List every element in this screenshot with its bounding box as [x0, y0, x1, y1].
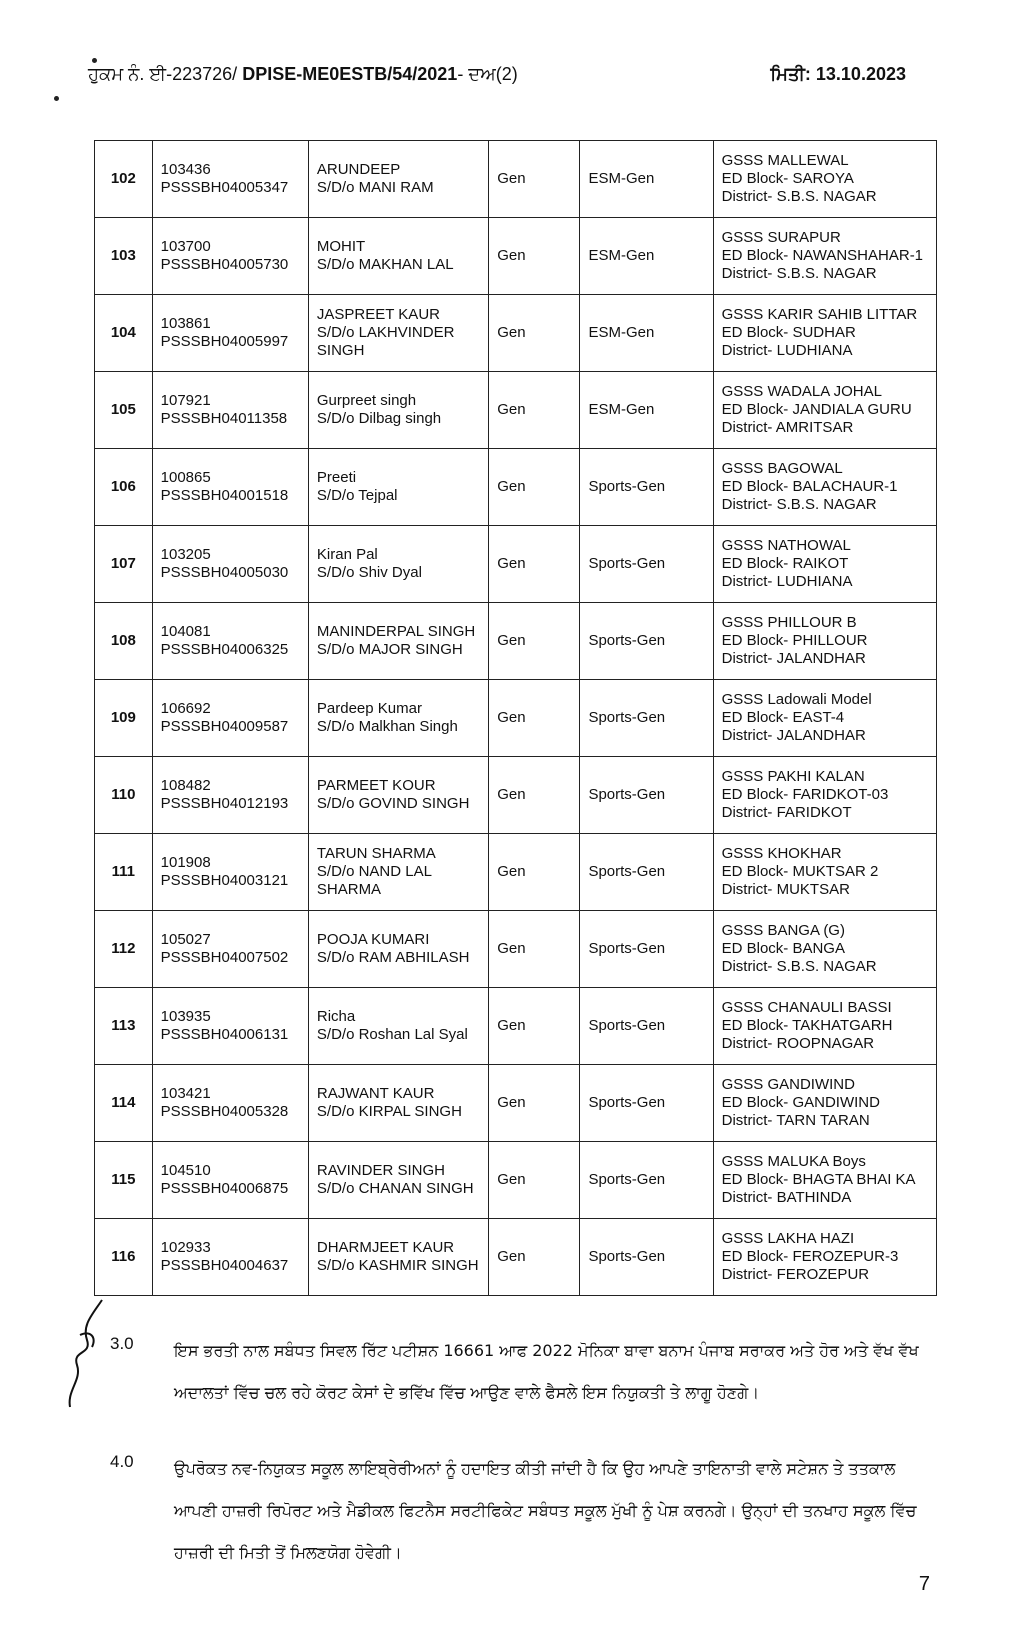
district: District- LUDHIANA — [721, 342, 853, 359]
registration-id: PSSSBH04011358 — [160, 410, 288, 427]
table-row — [95, 449, 937, 526]
scan-dot — [54, 96, 59, 101]
registration-id: PSSSBH04006325 — [160, 641, 289, 658]
table-row — [95, 141, 937, 218]
ed-block: ED Block- PHILLOUR — [721, 632, 868, 649]
candidate-name: Gurpreet singh — [316, 392, 417, 409]
parent-name: S/D/o MAKHAN LAL — [316, 256, 454, 273]
category: Gen — [489, 449, 580, 526]
district: District- LUDHIANA — [721, 573, 853, 590]
category: Gen — [489, 372, 580, 449]
candidate-name: DHARMJEET KAUR — [316, 1239, 455, 1256]
roll-cell — [152, 1142, 308, 1219]
ed-block: ED Block- JANDIALA GURU — [721, 401, 912, 418]
category: Gen — [489, 680, 580, 757]
registration-id: PSSSBH04005997 — [160, 333, 289, 350]
registration-id: PSSSBH04006875 — [160, 1180, 289, 1197]
posting-cell — [713, 757, 936, 834]
table-row — [95, 911, 937, 988]
quota: Sports-Gen — [580, 911, 713, 988]
paragraph-text: ਇਸ ਭਰਤੀ ਨਾਲ ਸਬੰਧਤ ਸਿਵਲ ਰਿੱਟ ਪਟੀਸ਼ਨ 16661 ਆਫ 2022 ਮੋਨਿਕਾ ਬਾਵਾ ਬਨਾਮ ਪੰਜਾਬ ਸਰਾਕਰ ਅਤੇ ਹੋਰ ਅਤੇ ਵੱਖ ਵੱਖ ਅਦਾਲਤਾਂ ਵਿੱਚ ਚਲ ਰਹੇ ਕੋਰਟ ਕੇਸਾਂ ਦੇ ਭਵਿੱਖ ਵਿੱਚ ਆਉਣ ਵਾਲੇ ਫੈਸਲੇ ਇਸ ਨਿਯੁਕਤੀ ਤੇ ਲਾਗੂ ਹੋਣਗੇ। — [174, 1341, 919, 1402]
table-row — [95, 372, 937, 449]
quota: Sports-Gen — [580, 757, 713, 834]
candidate-name: Kiran Pal — [316, 546, 378, 563]
roll-number: 104081 — [160, 623, 211, 640]
school-name: GSSS BANGA (G) — [721, 922, 845, 939]
registration-id: PSSSBH04007502 — [160, 949, 289, 966]
ed-block: ED Block- NAWANSHAHAR-1 — [721, 247, 924, 264]
posting-cell — [713, 603, 936, 680]
category: Gen — [489, 526, 580, 603]
category: Gen — [489, 911, 580, 988]
roll-number: 103205 — [160, 546, 211, 563]
candidate-name: JASPREET KAUR — [316, 306, 440, 323]
roll-number: 102933 — [160, 1239, 211, 1256]
posting-cell — [713, 141, 936, 218]
candidate-name: PARMEET KOUR — [316, 777, 436, 794]
quota: Sports-Gen — [580, 449, 713, 526]
name-cell — [308, 1219, 488, 1296]
posting-cell — [713, 449, 936, 526]
table-row — [95, 295, 937, 372]
school-name: GSSS LAKHA HAZI — [721, 1230, 855, 1247]
registration-id: PSSSBH04005030 — [160, 564, 289, 581]
school-name: GSSS Ladowali Model — [721, 691, 872, 708]
ed-block: ED Block- EAST-4 — [721, 709, 845, 726]
posting-cell — [713, 218, 936, 295]
name-cell — [308, 988, 488, 1065]
order-header — [88, 64, 906, 85]
registration-id: PSSSBH04001518 — [160, 487, 289, 504]
candidate-name: RAJWANT KAUR — [316, 1085, 435, 1102]
appointment-table — [94, 140, 937, 1296]
district: District- FARIDKOT — [721, 804, 852, 821]
ed-block: ED Block- SUDHAR — [721, 324, 856, 341]
quota: ESM-Gen — [580, 295, 713, 372]
quota: Sports-Gen — [580, 1142, 713, 1219]
table-row — [95, 1142, 937, 1219]
name-cell — [308, 1065, 488, 1142]
school-name: GSSS MALUKA Boys — [721, 1153, 866, 1170]
roll-number: 103861 — [160, 315, 211, 332]
ed-block: ED Block- SAROYA — [721, 170, 854, 187]
school-name: GSSS BAGOWAL — [721, 460, 843, 477]
roll-cell — [152, 988, 308, 1065]
district: District- ROOPNAGAR — [721, 1035, 875, 1052]
paragraph-number: 4.0 — [110, 1452, 134, 1471]
roll-cell — [152, 1219, 308, 1296]
posting-cell — [713, 295, 936, 372]
district: District- JALANDHAR — [721, 727, 866, 744]
parent-name: S/D/o Dilbag singh — [316, 410, 442, 427]
quota: ESM-Gen — [580, 372, 713, 449]
district: District- S.B.S. NAGAR — [721, 958, 877, 975]
name-cell — [308, 141, 488, 218]
quota: Sports-Gen — [580, 1065, 713, 1142]
school-name: GSSS GANDIWIND — [721, 1076, 855, 1093]
paragraph-3 — [110, 1330, 938, 1414]
serial-number: 112 — [95, 911, 153, 988]
candidate-name: Preeti — [316, 469, 357, 486]
name-cell — [308, 1142, 488, 1219]
ed-block: ED Block- TAKHATGARH — [721, 1017, 893, 1034]
school-name: GSSS WADALA JOHAL — [721, 383, 882, 400]
district: District- S.B.S. NAGAR — [721, 188, 877, 205]
parent-name: S/D/o MANI RAM — [316, 179, 434, 196]
name-cell — [308, 834, 488, 911]
name-cell — [308, 372, 488, 449]
serial-number: 104 — [95, 295, 153, 372]
serial-number: 107 — [95, 526, 153, 603]
parent-name: S/D/o KASHMIR SINGH — [316, 1257, 479, 1274]
name-cell — [308, 449, 488, 526]
roll-cell — [152, 218, 308, 295]
quota: ESM-Gen — [580, 141, 713, 218]
name-cell — [308, 218, 488, 295]
district: District- JALANDHAR — [721, 650, 866, 667]
table-row — [95, 1219, 937, 1296]
serial-number: 106 — [95, 449, 153, 526]
roll-number: 100865 — [160, 469, 211, 486]
ed-block: ED Block- FARIDKOT-03 — [721, 786, 889, 803]
roll-cell — [152, 911, 308, 988]
parent-name: S/D/o NAND LAL SHARMA — [316, 863, 432, 898]
order-date: ਮਿਤੀ: 13.10.2023 — [770, 64, 906, 84]
notes-section — [110, 1330, 938, 1608]
registration-id: PSSSBH04004637 — [160, 1257, 289, 1274]
posting-cell — [713, 1065, 936, 1142]
category: Gen — [489, 295, 580, 372]
posting-cell — [713, 680, 936, 757]
table-row — [95, 834, 937, 911]
serial-number: 105 — [95, 372, 153, 449]
table-row — [95, 680, 937, 757]
registration-id: PSSSBH04005730 — [160, 256, 289, 273]
district: District- TARN TARAN — [721, 1112, 870, 1129]
serial-number: 113 — [95, 988, 153, 1065]
district: District- BATHINDA — [721, 1189, 852, 1206]
roll-cell — [152, 449, 308, 526]
name-cell — [308, 295, 488, 372]
paragraph-4 — [110, 1448, 938, 1574]
ed-block: ED Block- RAIKOT — [721, 555, 849, 572]
name-cell — [308, 603, 488, 680]
ed-block: ED Block- BHAGTA BHAI KA — [721, 1171, 916, 1188]
registration-id: PSSSBH04003121 — [160, 872, 289, 889]
school-name: GSSS KARIR SAHIB LITTAR — [721, 306, 918, 323]
posting-cell — [713, 526, 936, 603]
registration-id: PSSSBH04009587 — [160, 718, 289, 735]
serial-number: 102 — [95, 141, 153, 218]
roll-number: 108482 — [160, 777, 211, 794]
candidate-name: ARUNDEEP — [316, 161, 401, 178]
serial-number: 103 — [95, 218, 153, 295]
candidate-name: POOJA KUMARI — [316, 931, 430, 948]
table-row — [95, 757, 937, 834]
name-cell — [308, 911, 488, 988]
quota: ESM-Gen — [580, 218, 713, 295]
parent-name: S/D/o MAJOR SINGH — [316, 641, 463, 658]
category: Gen — [489, 218, 580, 295]
category: Gen — [489, 1065, 580, 1142]
candidate-name: Pardeep Kumar — [316, 700, 422, 717]
registration-id: PSSSBH04005347 — [160, 179, 289, 196]
table-row — [95, 218, 937, 295]
roll-number: 103700 — [160, 238, 211, 255]
school-name: GSSS CHANAULI BASSI — [721, 999, 892, 1016]
paragraph-number: 3.0 — [110, 1334, 134, 1353]
category: Gen — [489, 1219, 580, 1296]
category: Gen — [489, 834, 580, 911]
registration-id: PSSSBH04012193 — [160, 795, 289, 812]
serial-number: 115 — [95, 1142, 153, 1219]
school-name: GSSS PHILLOUR B — [721, 614, 857, 631]
paragraph-text: ਉਪਰੋਕਤ ਨਵ-ਨਿਯੁਕਤ ਸਕੂਲ ਲਾਇਬ੍ਰੇਰੀਅਨਾਂ ਨੂੰ ਹਦਾਇਤ ਕੀਤੀ ਜਾਂਦੀ ਹੈ ਕਿ ਉਹ ਆਪਣੇ ਤਾਇਨਾਤੀ ਵਾਲੇ ਸਟੇਸ਼ਨ ਤੇ ਤਤਕਾਲ ਆਪਣੀ ਹਾਜ਼ਰੀ ਰਿਪੋਰਟ ਅਤੇ ਮੈਡੀਕਲ ਫਿਟਨੈਸ ਸਰਟੀਫਿਕੇਟ ਸਬੰਧਤ ਸਕੂਲ ਮੁੱਖੀ ਨੂੰ ਪੇਸ਼ ਕਰਨਗੇ। ਉਨ੍ਹਾਂ ਦੀ ਤਨਖਾਹ ਸਕੂਲ ਵਿੱਚ ਹਾਜ਼ਰੀ ਦੀ ਮਿਤੀ ਤੋਂ ਮਿਲਣਯੋਗ ਹੋਵੇਗੀ। — [174, 1459, 917, 1562]
category: Gen — [489, 141, 580, 218]
roll-cell — [152, 757, 308, 834]
roll-cell — [152, 526, 308, 603]
roll-number: 103421 — [160, 1085, 211, 1102]
posting-cell — [713, 372, 936, 449]
school-name: GSSS KHOKHAR — [721, 845, 842, 862]
district: District- FEROZEPUR — [721, 1266, 870, 1283]
school-name: GSSS NATHOWAL — [721, 537, 851, 554]
category: Gen — [489, 603, 580, 680]
posting-cell — [713, 988, 936, 1065]
candidate-name: MOHIT — [316, 238, 366, 255]
candidate-name: MANINDERPAL SINGH — [316, 623, 476, 640]
parent-name: S/D/o Shiv Dyal — [316, 564, 422, 581]
roll-cell — [152, 680, 308, 757]
roll-number: 106692 — [160, 700, 211, 717]
roll-number: 103436 — [160, 161, 211, 178]
parent-name: S/D/o CHANAN SINGH — [316, 1180, 474, 1197]
candidate-name: Richa — [316, 1008, 356, 1025]
parent-name: S/D/o Tejpal — [316, 487, 398, 504]
category: Gen — [489, 1142, 580, 1219]
candidate-name: RAVINDER SINGH — [316, 1162, 445, 1179]
quota: Sports-Gen — [580, 680, 713, 757]
table-row — [95, 526, 937, 603]
roll-cell — [152, 603, 308, 680]
candidate-name: TARUN SHARMA — [316, 845, 436, 862]
parent-name: S/D/o KIRPAL SINGH — [316, 1103, 462, 1120]
roll-number: 107921 — [160, 392, 211, 409]
name-cell — [308, 526, 488, 603]
parent-name: S/D/o GOVIND SINGH — [316, 795, 470, 812]
serial-number: 114 — [95, 1065, 153, 1142]
registration-id: PSSSBH04006131 — [160, 1026, 289, 1043]
name-cell — [308, 680, 488, 757]
roll-number: 103935 — [160, 1008, 211, 1025]
ed-block: ED Block- FEROZEPUR-3 — [721, 1248, 899, 1265]
quota: Sports-Gen — [580, 526, 713, 603]
parent-name: S/D/o RAM ABHILASH — [316, 949, 470, 966]
roll-cell — [152, 834, 308, 911]
roll-number: 104510 — [160, 1162, 211, 1179]
scan-dot — [92, 58, 97, 63]
registration-id: PSSSBH04005328 — [160, 1103, 289, 1120]
district: District- AMRITSAR — [721, 419, 854, 436]
quota: Sports-Gen — [580, 834, 713, 911]
serial-number: 109 — [95, 680, 153, 757]
roll-number: 101908 — [160, 854, 211, 871]
page-number: 7 — [918, 1573, 930, 1595]
district: District- S.B.S. NAGAR — [721, 265, 877, 282]
table-row — [95, 603, 937, 680]
name-cell — [308, 757, 488, 834]
roll-cell — [152, 141, 308, 218]
serial-number: 116 — [95, 1219, 153, 1296]
quota: Sports-Gen — [580, 988, 713, 1065]
table-row — [95, 1065, 937, 1142]
posting-cell — [713, 834, 936, 911]
ed-block: ED Block- MUKTSAR 2 — [721, 863, 879, 880]
serial-number: 108 — [95, 603, 153, 680]
quota: Sports-Gen — [580, 1219, 713, 1296]
roll-cell — [152, 372, 308, 449]
serial-number: 111 — [95, 834, 153, 911]
district: District- MUKTSAR — [721, 881, 850, 898]
parent-name: S/D/o Malkhan Singh — [316, 718, 458, 735]
roll-cell — [152, 1065, 308, 1142]
posting-cell — [713, 1219, 936, 1296]
district: District- S.B.S. NAGAR — [721, 496, 877, 513]
school-name: GSSS SURAPUR — [721, 229, 841, 246]
school-name: GSSS MALLEWAL — [721, 152, 849, 169]
ed-block: ED Block- BANGA — [721, 940, 845, 957]
school-name: GSSS PAKHI KALAN — [721, 768, 865, 785]
order-number: ਹੁਕਮ ਨੰ. ਈ-223726/ DPISE-ME0ESTB/54/2021- ਦਅ(2) — [88, 64, 518, 84]
category: Gen — [489, 757, 580, 834]
roll-number: 105027 — [160, 931, 211, 948]
parent-name: S/D/o Roshan Lal Syal — [316, 1026, 468, 1043]
serial-number: 110 — [95, 757, 153, 834]
table-row — [95, 988, 937, 1065]
roll-cell — [152, 295, 308, 372]
ed-block: ED Block- GANDIWIND — [721, 1094, 880, 1111]
category: Gen — [489, 988, 580, 1065]
posting-cell — [713, 1142, 936, 1219]
quota: Sports-Gen — [580, 603, 713, 680]
posting-cell — [713, 911, 936, 988]
parent-name: S/D/o LAKHVINDER SINGH — [316, 324, 455, 359]
ed-block: ED Block- BALACHAUR-1 — [721, 478, 898, 495]
